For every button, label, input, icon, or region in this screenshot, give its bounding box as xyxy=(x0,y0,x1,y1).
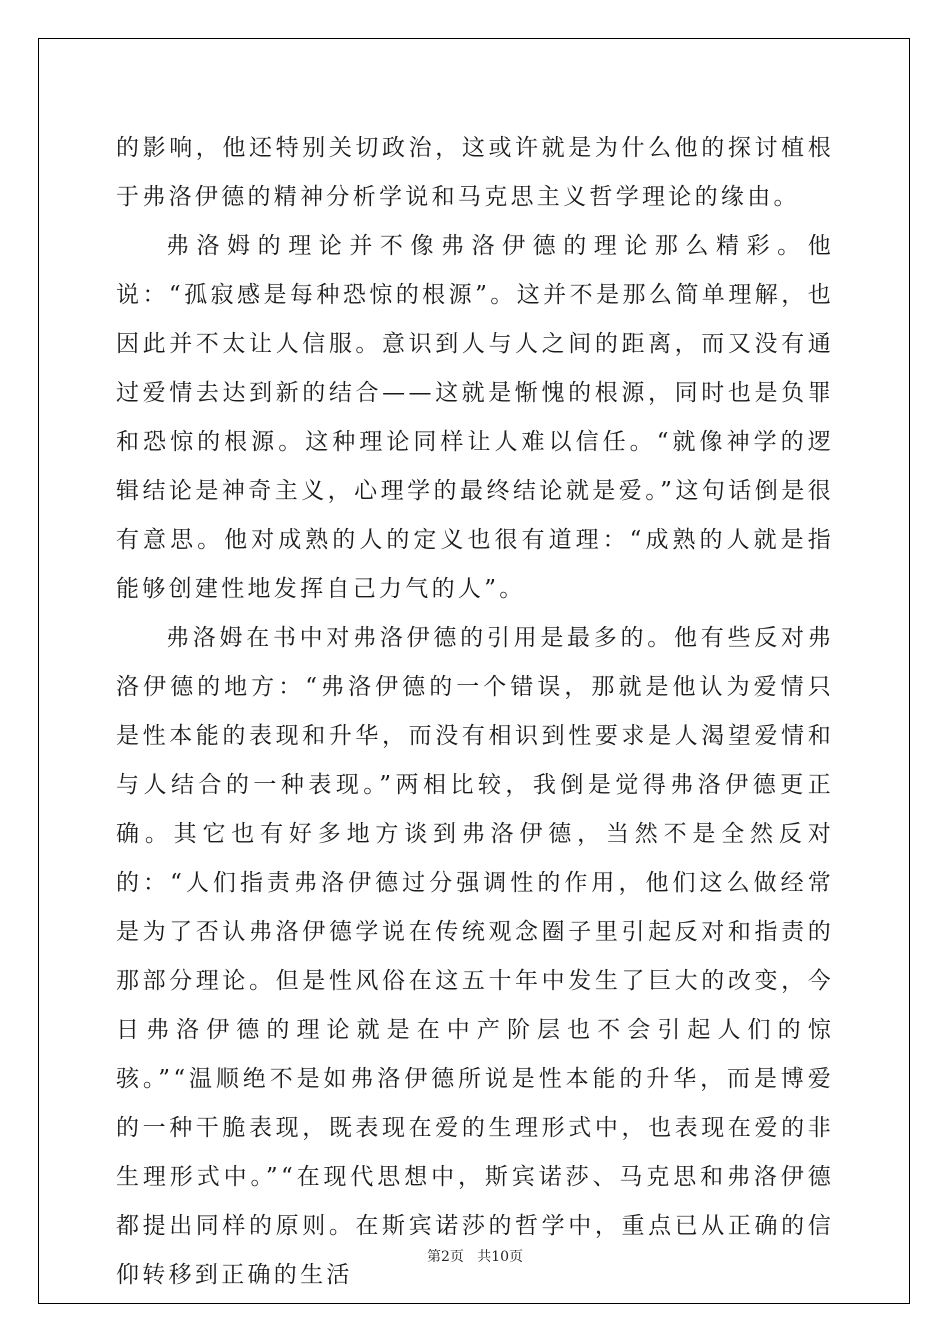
paragraph-continued: 的影响，他还特别关切政治，这或许就是为什么他的探讨植根于弗洛伊德的精神分析学说和马克思主义哲学理论的缘由。 xyxy=(116,135,834,210)
page-number-footer: 第2页 共10页 xyxy=(426,1249,524,1265)
paragraph: 弗洛姆的理论并不像弗洛伊德的理论那么精彩。他说：“孤寂感是每种恐惊的根源”。这并不是那么简单理解，也因此并不太让人信服。意识到人与人之间的距离，而又没有通过爱情去达到新的结合——这就是惭愧的根源，同时也是负罪和恐惊的根源。这种理论同样让人难以信任。“就像神学的逻辑结论是神奇主义，心理学的最终结论就是爱。”这句话倒是很有意思。他对成熟的人的定义也很有道理：“成熟的人就是指能够创建性地发挥自己力气的人”。 xyxy=(116,233,834,602)
document-body xyxy=(116,124,834,1300)
paragraph: 弗洛姆在书中对弗洛伊德的引用是最多的。他有些反对弗洛伊德的地方：“弗洛伊德的一个错误，那就是他认为爱情只是性本能的表现和升华，而没有相识到性要求是人渴望爱情和与人结合的一种表现。”两相比较，我倒是觉得弗洛伊德更正确。其它也有好多地方谈到弗洛伊德，当然不是全然反对的：“人们指责弗洛伊德过分强调性的作用，他们这么做经常是为了否认弗洛伊德学说在传统观念圈子里引起反对和指责的那部分理论。但是性风俗在这五十年中发生了巨大的改变，今日弗洛伊德的理论就是在中产阶层也不会引起人们的惊骇。”“温顺绝不是如弗洛伊德所说是性本能的升华，而是博爱的一种干脆表现，既表现在爱的生理形式中，也表现在爱的非生理形式中。”“在现代思想中，斯宾诺莎、马克思和弗洛伊德都提出同样的原则。在斯宾诺莎的哲学中，重点已从正确的信仰转移到正确的生活 xyxy=(116,625,834,1288)
